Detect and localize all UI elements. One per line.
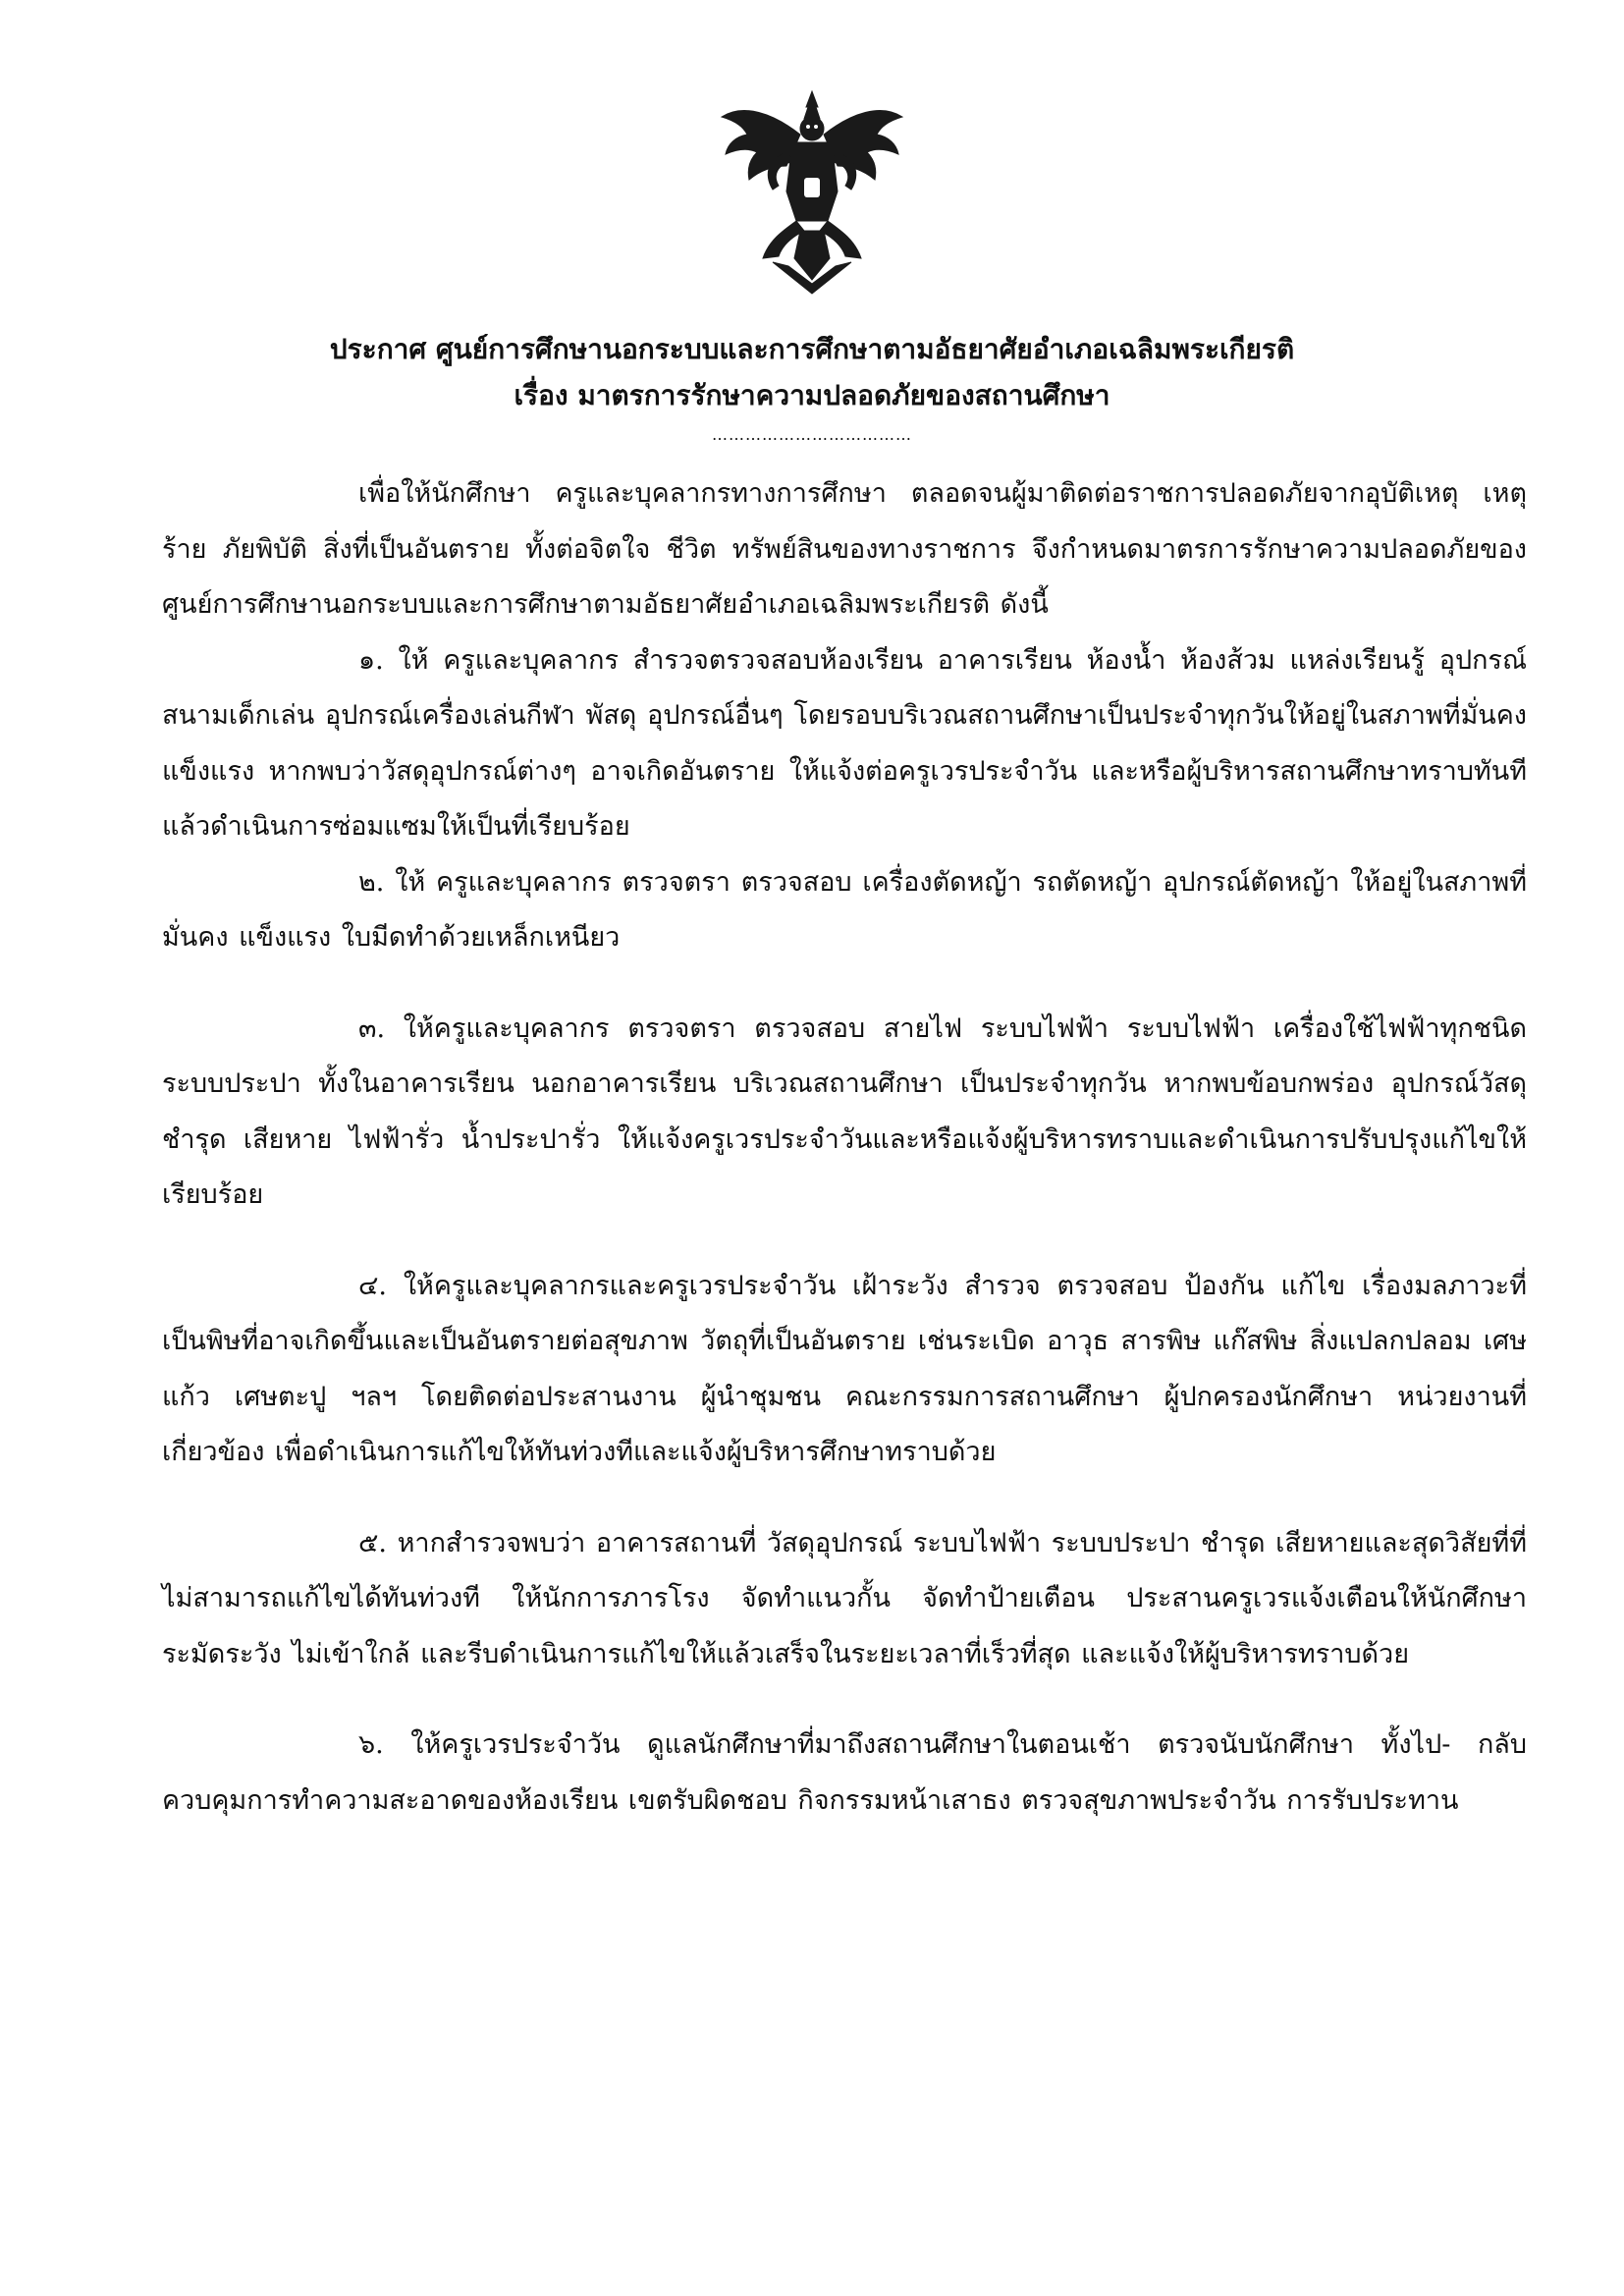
item-5-paragraph: ๕. หากสำรวจพบว่า อาคารสถานที่ วัสดุอุปกรณ์ ระบบไฟฟ้า ระบบประปา ชำรุด เสียหายและสุดวิสัยที่ที่ไม่สามารถแก้ไขได้ทันท่วงที ให้นักการภารโรง จัดทำแนวกั้น จัดทำป้ายเตือน ประสานครูเวรแจ้งเตือนให้นักศึกษาระมัดระวัง ไม่เข้าใกล้ และรีบดำเนินการแก้ไขให้แล้วเสร็จในระยะเวลาที่เร็วที่สุด และแจ้งให้ผู้บริหารทราบด้วย — [162, 1527, 1527, 1669]
document-title: ประกาศ ศูนย์การศึกษานอกระบบและการศึกษาตามอัธยาศัยอำเภอเฉลิมพระเกียรติ — [329, 333, 1295, 365]
item-6-paragraph: ๖. ให้ครูเวรประจำวัน ดูแลนักศึกษาที่มาถึงสถานศึกษาในตอนเช้า ตรวจนับนักศึกษา ทั้งไป- กลับ ควบคุมการทำความสะอาดของห้องเรียน เขตรับผิดชอบ กิจกรรมหน้าเสาธง ตรวจสุขภาพประจำวัน การรับประทาน — [162, 1729, 1527, 1816]
document-subject: เรื่อง มาตรการรักษาความปลอดภัยของสถานศึกษา — [514, 379, 1110, 411]
intro-paragraph: เพื่อให้นักศึกษา ครูและบุคลากรทางการศึกษา ตลอดจนผู้มาติดต่อราชการปลอดภัยจากอุบัติเหตุ เหตุร้าย ภัยพิบัติ สิ่งที่เป็นอันตราย ทั้งต่อจิตใจ ชีวิต ทรัพย์สินของทางราชการ จึงกำหนดมาตรการรักษาความปลอดภัยของ ศูนย์การศึกษานอกระบบและการศึกษาตามอัธยาศัยอำเภอเฉลิมพระเกียรติ ดังนี้ — [162, 478, 1527, 620]
item-4-paragraph: ๔. ให้ครูและบุคลากรและครูเวรประจำวัน เฝ้าระวัง สำรวจ ตรวจสอบ ป้องกัน แก้ไข เรื่องมลภาวะที่เป็นพิษที่อาจเกิดขึ้นและเป็นอันตรายต่อสุขภาพ วัตถุที่เป็นอันตราย เช่นระเบิด อาวุธ สารพิษ แก๊สพิษ สิ่งแปลกปลอม เศษแก้ว เศษตะปู ฯลฯ โดยติดต่อประสานงาน ผู้นำชุมชน คณะกรรมการสถานศึกษา ผู้ปกครองนักศึกษา หน่วยงานที่เกี่ยวข้อง เพื่อดำเนินการแก้ไขให้ทันท่วงทีและแจ้งผู้บริหารศึกษาทราบด้วย — [162, 1270, 1527, 1467]
item-2-paragraph: ๒. ให้ ครูและบุคลากร ตรวจตรา ตรวจสอบ เครื่องตัดหญ้า รถตัดหญ้า อุปกรณ์ตัดหญ้า ให้อยู่ในสภาพที่มั่นคง แข็งแรง ใบมีดทำด้วยเหล็กเหนียว — [162, 866, 1527, 953]
garuda-emblem — [714, 83, 910, 295]
item-1-paragraph: ๑. ให้ ครูและบุคลากร สำรวจตรวจสอบห้องเรียน อาคารเรียน ห้องน้ำ ห้องส้วม แหล่งเรียนรู้ อุปกรณ์สนามเด็กเล่น อุปกรณ์เครื่องเล่นกีฬา พัสดุ อุปกรณ์อื่นๆ โดยรอบบริเวณสถานศึกษาเป็นประจำทุกวันให้อยู่ในสภาพที่มั่นคง แข็งแรง หากพบว่าวัสดุอุปกรณ์ต่างๆ อาจเกิดอันตราย ให้แจ้งต่อครูเวรประจำวัน และหรือผู้บริหารสถานศึกษาทราบทันที แล้วดำเนินการซ่อมแซมให้เป็นที่เรียบร้อย — [162, 644, 1527, 842]
title-separator: ……………………………… — [712, 425, 912, 444]
item-3-paragraph: ๓. ให้ครูและบุคลากร ตรวจตรา ตรวจสอบ สายไฟ ระบบไฟฟ้า ระบบไฟฟ้า เครื่องใช้ไฟฟ้าทุกชนิดระบบประปา ทั้งในอาคารเรียน นอกอาคารเรียน บริเวณสถานศึกษา เป็นประจำทุกวัน หากพบข้อบกพร่อง อุปกรณ์วัสดุชำรุด เสียหาย ไฟฟ้ารั่ว น้ำประปารั่ว ให้แจ้งครูเวรประจำวันและหรือแจ้งผู้บริหารทราบและดำเนินการปรับปรุงแก้ไขให้เรียบร้อย — [162, 1012, 1527, 1210]
document-body — [162, 466, 1527, 1829]
